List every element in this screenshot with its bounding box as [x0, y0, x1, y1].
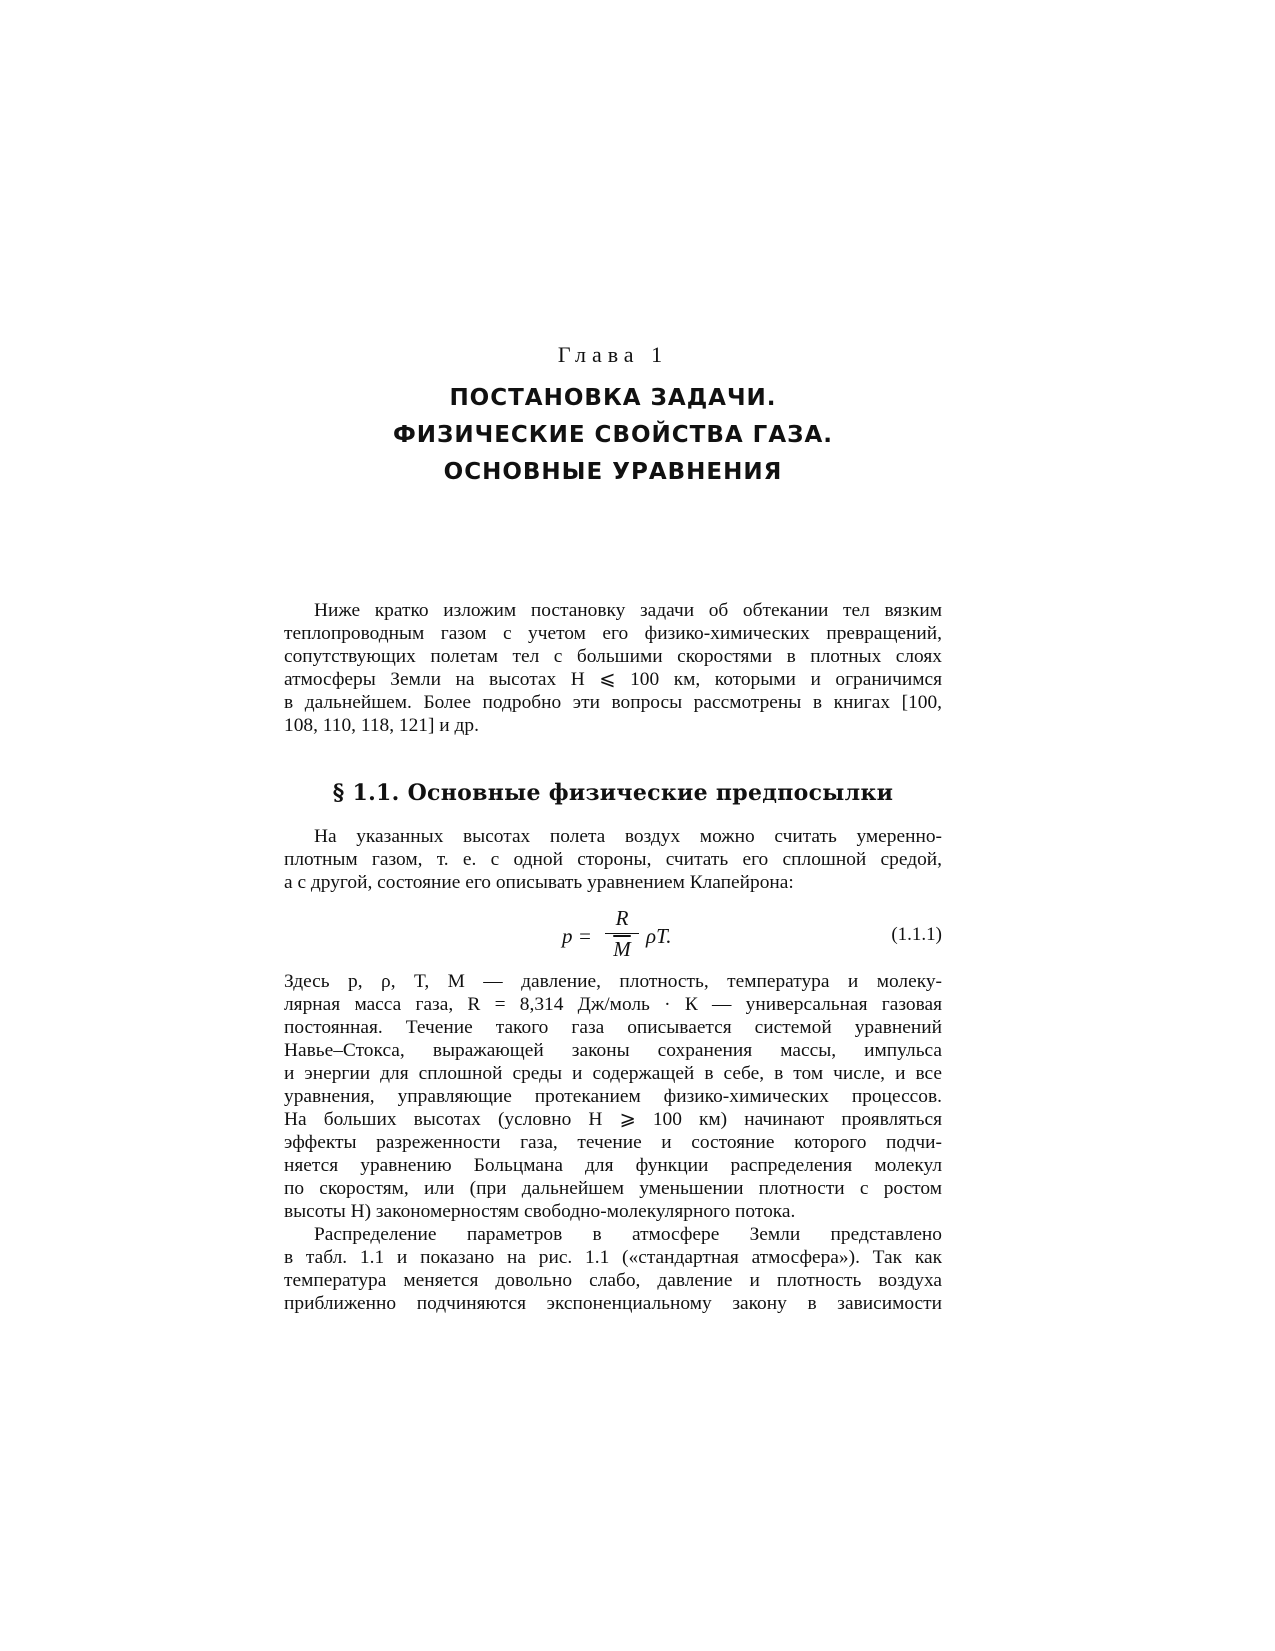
text-line: приближенно подчиняются экспоненциальному закону в зависимости: [284, 1293, 942, 1314]
text-line: няется уравнению Больцмана для функции распределения молекул: [284, 1155, 942, 1176]
text-line: и энергии для сплошной среды и содержащей в себе, в том числе, и все: [284, 1063, 942, 1084]
text-line: Распределение параметров в атмосфере Земли представлено: [314, 1224, 942, 1245]
text-line: постоянная. Течение такого газа описывается системой уравнений: [284, 1017, 942, 1038]
text-line: На больших высотах (условно H ⩾ 100 км) начинают проявляться: [284, 1109, 942, 1130]
text-line: На указанных высотах полета воздух можно считать умеренно-: [314, 826, 942, 847]
intro-paragraph: [284, 599, 942, 737]
body-paragraph-1: [284, 825, 942, 894]
text-line: Ниже кратко изложим постановку задачи об обтекании тел вязким: [314, 600, 942, 621]
text-line: сопутствующих полетам тел с большими скоростями в плотных слоях: [284, 646, 942, 667]
body-paragraph-2: [284, 970, 942, 1315]
equation-rhs: ρT.: [646, 924, 672, 948]
chapter-label: Глава 1: [557, 342, 669, 367]
text-line: Здесь p, ρ, T, M — давление, плотность, температура и молеку-: [284, 971, 942, 992]
fraction-bar: [605, 933, 639, 934]
chapter-title-line: ПОСТАНОВКА ЗАДАЧИ.: [449, 385, 777, 411]
text-line: Навье–Стокса, выражающей законы сохранения массы, импульса: [284, 1040, 942, 1061]
text-line: эффекты разреженности газа, течение и состояние которого подчи-: [284, 1132, 942, 1153]
text-line: уравнения, управляющие протеканием физико-химических процессов.: [284, 1086, 942, 1107]
chapter-title-line: ФИЗИЧЕСКИЕ СВОЙСТВА ГАЗА.: [392, 422, 834, 448]
equation-number: (1.1.1): [891, 924, 942, 945]
text-line: в дальнейшем. Более подробно эти вопросы рассмотрены в книгах [100,: [284, 692, 942, 713]
chapter-title-line: ОСНОВНЫЕ УРАВНЕНИЯ: [443, 459, 783, 485]
text-line: лярная масса газа, R = 8,314 Дж/моль · К — универсальная газовая: [284, 994, 942, 1015]
text-line: высоты H) закономерностям свободно-молекулярного потока.: [284, 1201, 796, 1222]
text-line: температура меняется довольно слабо, давление и плотность воздуха: [284, 1270, 942, 1291]
section-heading: § 1.1. Основные физические предпосылки: [332, 780, 894, 806]
text-line: 108, 110, 118, 121] и др.: [284, 715, 479, 736]
text-line: а с другой, состояние его описывать уравнением Клапейрона:: [284, 872, 794, 893]
text-line: атмосферы Земли на высотах H ⩽ 100 км, которыми и ограничимся: [284, 669, 942, 690]
equation-1-1-1: [284, 905, 942, 967]
text-line: плотным газом, т. е. с одной стороны, считать его сплошной средой,: [284, 849, 942, 870]
fraction-denominator: M: [613, 937, 631, 961]
chapter-title: [284, 380, 942, 491]
text-line: теплопроводным газом с учетом его физико-химических превращений,: [284, 623, 942, 644]
equation-lhs: p =: [562, 924, 592, 948]
text-line: по скоростям, или (при дальнейшем уменьшении плотности с ростом: [284, 1178, 942, 1199]
text-line: в табл. 1.1 и показано на рис. 1.1 («стандартная атмосфера»). Так как: [284, 1247, 942, 1268]
equation-fraction: [605, 905, 639, 962]
fraction-numerator: R: [615, 906, 629, 930]
